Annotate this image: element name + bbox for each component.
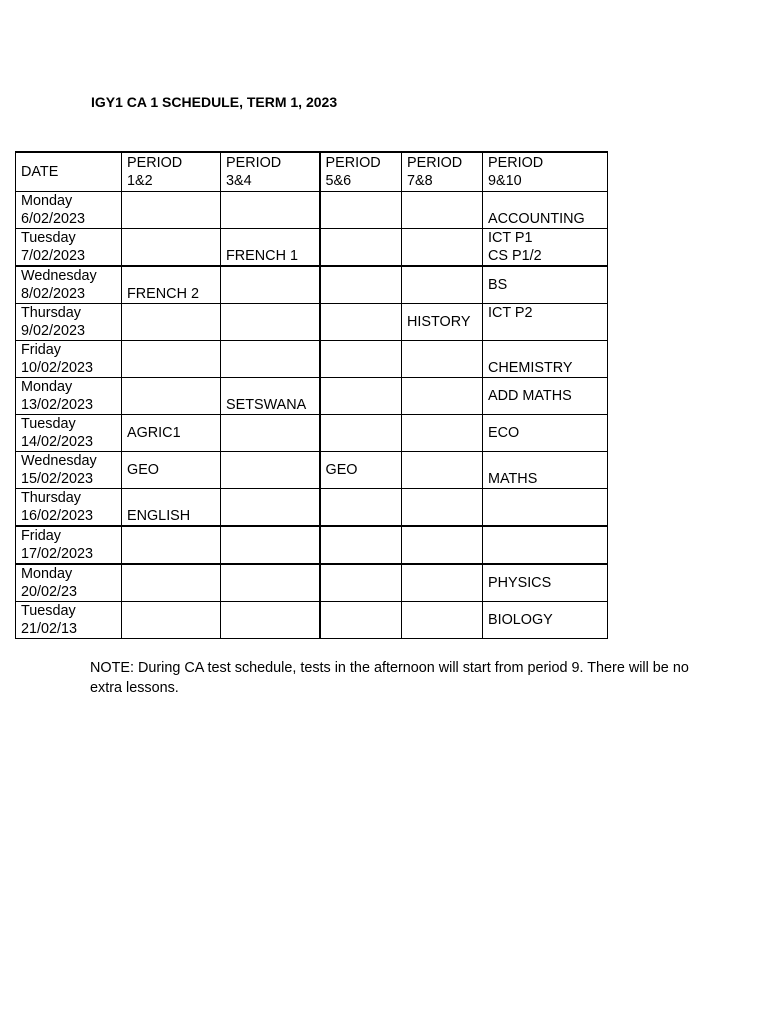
period-9-10-cell: CHEMISTRY xyxy=(483,341,608,378)
date-cell: Monday 20/02/23 xyxy=(16,564,122,602)
period-7-8-cell xyxy=(402,229,483,267)
period-5-6-cell xyxy=(320,229,402,267)
period-1-2-cell xyxy=(122,602,221,639)
period-3-4-cell xyxy=(221,452,320,489)
header-period-5-6: PERIOD 5&6 xyxy=(320,152,402,192)
period-1-2-cell xyxy=(122,564,221,602)
table-row xyxy=(16,266,608,304)
date-cell: Thursday 9/02/2023 xyxy=(16,304,122,341)
table-row xyxy=(16,229,608,267)
period-1-2-cell xyxy=(122,192,221,229)
period-9-10-cell: ECO xyxy=(483,415,608,452)
period-3-4-cell xyxy=(221,266,320,304)
period-1-2-cell xyxy=(122,304,221,341)
period-3-4-cell xyxy=(221,192,320,229)
period-5-6-cell xyxy=(320,304,402,341)
period-7-8-cell xyxy=(402,602,483,639)
period-1-2-cell xyxy=(122,378,221,415)
table-row xyxy=(16,564,608,602)
document-title: IGY1 CA 1 SCHEDULE, TERM 1, 2023 xyxy=(91,94,338,110)
period-7-8-cell xyxy=(402,526,483,564)
date-cell: Tuesday 21/02/13 xyxy=(16,602,122,639)
date-cell: Tuesday 14/02/2023 xyxy=(16,415,122,452)
period-5-6-cell xyxy=(320,602,402,639)
date-cell: Wednesday 15/02/2023 xyxy=(16,452,122,489)
period-1-2-cell: GEO xyxy=(122,452,221,489)
period-5-6-cell xyxy=(320,341,402,378)
date-cell: Thursday 16/02/2023 xyxy=(16,489,122,527)
period-7-8-cell xyxy=(402,192,483,229)
period-3-4-cell xyxy=(221,489,320,527)
period-3-4-cell xyxy=(221,341,320,378)
period-7-8-cell xyxy=(402,378,483,415)
period-9-10-cell: ACCOUNTING xyxy=(483,192,608,229)
period-1-2-cell xyxy=(122,341,221,378)
table-row xyxy=(16,452,608,489)
period-1-2-cell xyxy=(122,229,221,267)
period-3-4-cell xyxy=(221,415,320,452)
period-9-10-cell: BIOLOGY xyxy=(483,602,608,639)
date-cell: Monday 13/02/2023 xyxy=(16,378,122,415)
table-row xyxy=(16,489,608,527)
period-9-10-cell xyxy=(483,526,608,564)
table-row xyxy=(16,341,608,378)
period-7-8-cell xyxy=(402,452,483,489)
table-row xyxy=(16,526,608,564)
period-5-6-cell xyxy=(320,526,402,564)
header-period-7-8: PERIOD 7&8 xyxy=(402,152,483,192)
header-period-1-2: PERIOD 1&2 xyxy=(122,152,221,192)
period-7-8-cell xyxy=(402,489,483,527)
period-9-10-cell: ICT P2 xyxy=(483,304,608,341)
period-7-8-cell xyxy=(402,341,483,378)
period-7-8-cell xyxy=(402,266,483,304)
schedule-note: NOTE: During CA test schedule, tests in the afternoon will start from period 9. There will be no extra lessons. xyxy=(90,660,689,696)
header-period-9-10: PERIOD 9&10 xyxy=(483,152,608,192)
date-cell: Tuesday 7/02/2023 xyxy=(16,229,122,267)
table-row xyxy=(16,304,608,341)
period-5-6-cell xyxy=(320,489,402,527)
table-row xyxy=(16,378,608,415)
period-7-8-cell: HISTORY xyxy=(402,304,483,341)
period-3-4-cell xyxy=(221,526,320,564)
period-1-2-cell: AGRIC1 xyxy=(122,415,221,452)
header-period-3-4: PERIOD 3&4 xyxy=(221,152,320,192)
table-row xyxy=(16,192,608,229)
date-cell: Monday 6/02/2023 xyxy=(16,192,122,229)
period-1-2-cell xyxy=(122,526,221,564)
table-row xyxy=(16,415,608,452)
period-5-6-cell xyxy=(320,564,402,602)
schedule-table xyxy=(15,151,608,639)
period-9-10-cell: PHYSICS xyxy=(483,564,608,602)
period-9-10-cell: ADD MATHS xyxy=(483,378,608,415)
table-row xyxy=(16,602,608,639)
period-5-6-cell: GEO xyxy=(320,452,402,489)
period-3-4-cell: SETSWANA xyxy=(221,378,320,415)
period-3-4-cell: FRENCH 1 xyxy=(221,229,320,267)
period-7-8-cell xyxy=(402,564,483,602)
period-3-4-cell xyxy=(221,602,320,639)
period-3-4-cell xyxy=(221,304,320,341)
table-header-row xyxy=(16,152,608,192)
period-5-6-cell xyxy=(320,192,402,229)
date-cell: Wednesday 8/02/2023 xyxy=(16,266,122,304)
period-9-10-cell xyxy=(483,489,608,527)
date-cell: Friday 10/02/2023 xyxy=(16,341,122,378)
period-1-2-cell: ENGLISH xyxy=(122,489,221,527)
period-5-6-cell xyxy=(320,378,402,415)
period-1-2-cell: FRENCH 2 xyxy=(122,266,221,304)
period-9-10-cell: ICT P1 CS P1/2 xyxy=(483,229,608,267)
period-9-10-cell: MATHS xyxy=(483,452,608,489)
period-9-10-cell: BS xyxy=(483,266,608,304)
period-3-4-cell xyxy=(221,564,320,602)
header-date: DATE xyxy=(16,152,122,192)
period-5-6-cell xyxy=(320,266,402,304)
date-cell: Friday 17/02/2023 xyxy=(16,526,122,564)
period-5-6-cell xyxy=(320,415,402,452)
period-7-8-cell xyxy=(402,415,483,452)
